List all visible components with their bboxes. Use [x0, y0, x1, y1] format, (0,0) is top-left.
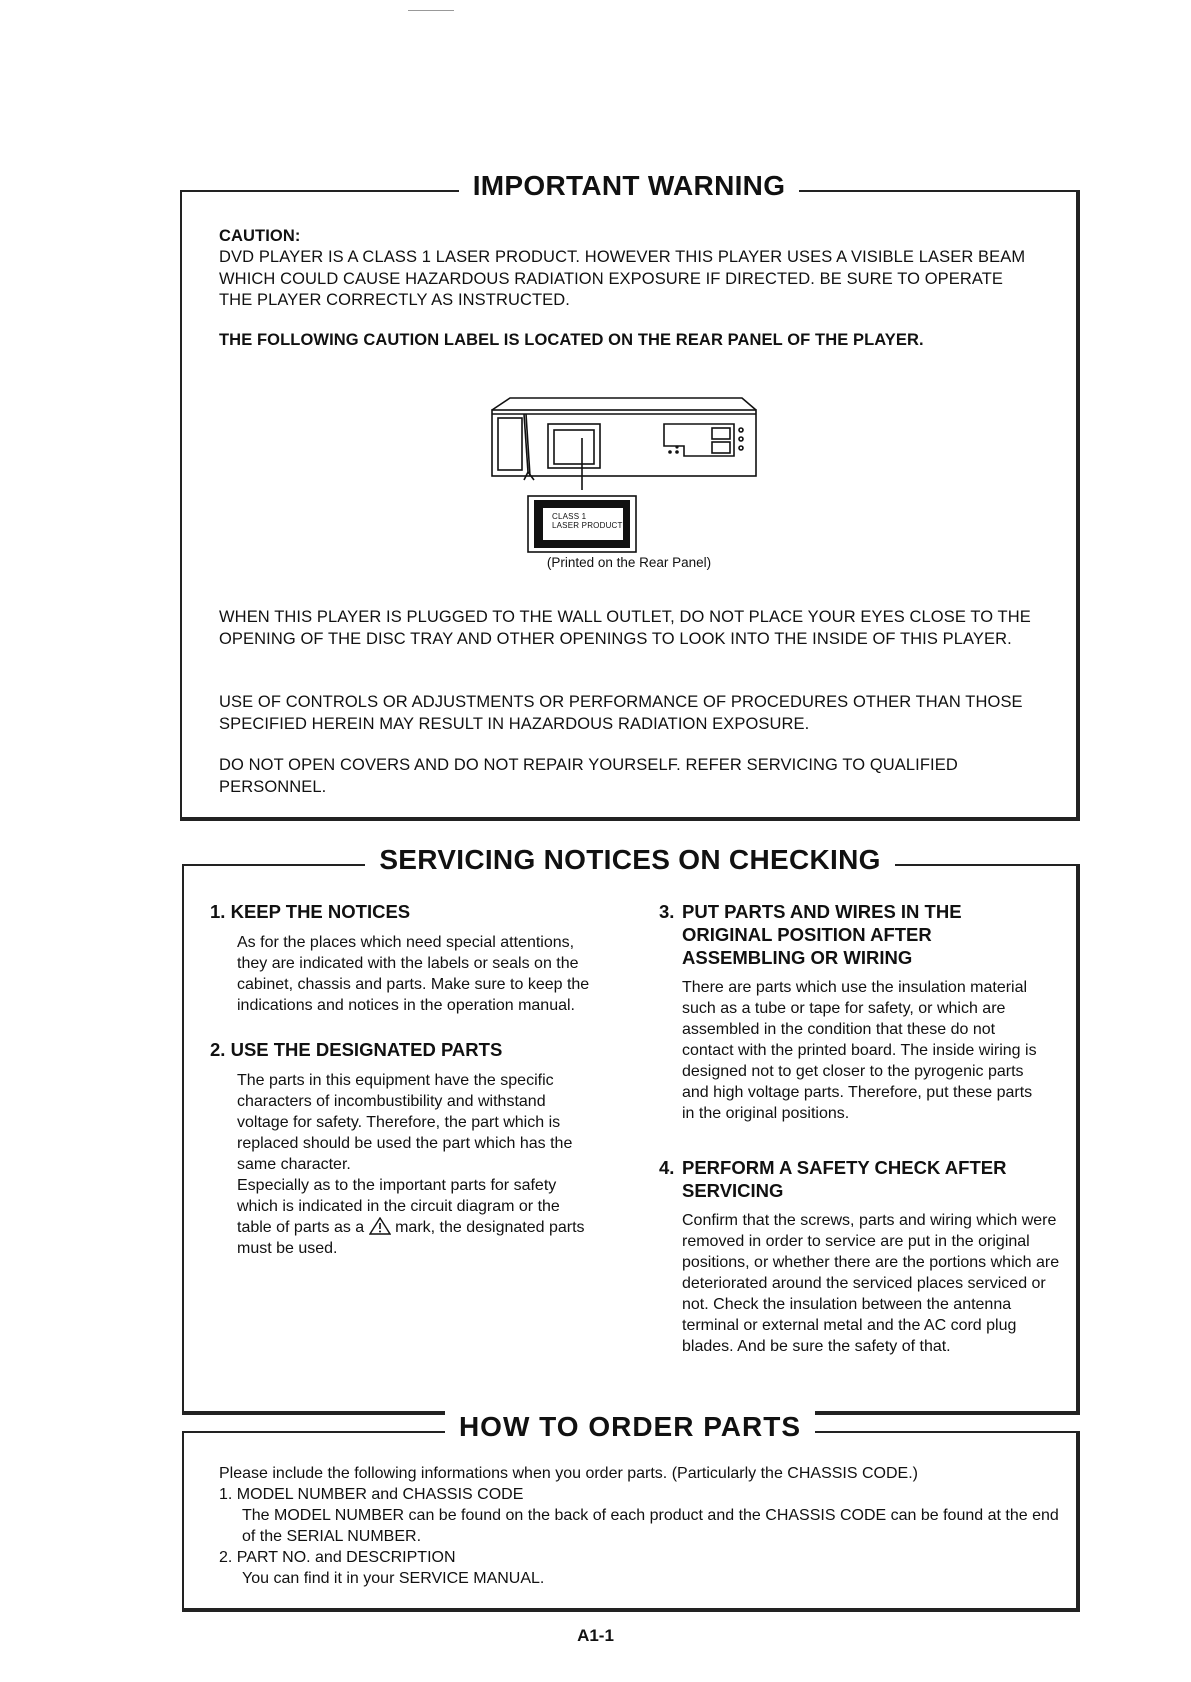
order-item-1-label: 1. MODEL NUMBER and CHASSIS CODE — [219, 1486, 524, 1503]
notice-item-2 — [210, 1038, 590, 1259]
laser-label-line2: LASER PRODUCT — [552, 521, 623, 530]
notice-item-3 — [659, 900, 1069, 1124]
label-caption: (Printed on the Rear Panel) — [546, 555, 712, 570]
label-location-note: THE FOLLOWING CAUTION LABEL IS LOCATED ON THE REAR PANEL OF THE PLAYER. — [219, 331, 924, 349]
page-number: A1-1 — [577, 1626, 614, 1645]
warning-paragraph-covers: DO NOT OPEN COVERS AND DO NOT REPAIR YOURSELF. REFER SERVICING TO QUALIFIED PERSONNEL. — [219, 756, 958, 796]
warning-title-wrap — [182, 170, 1076, 202]
notice-body-1: As for the places which need special attentions, they are indicated with the labels or seals on the cabinet, chassis and parts. Make sure to keep the indications and notices in the operation manual. — [237, 934, 590, 1014]
order-item-1-text: The MODEL NUMBER can be found on the back of each product and the CHASSIS CODE can be found at the end of the SERIAL NUMBER. — [242, 1507, 1059, 1545]
notice-body-2b: Especially as to the important parts for safety which is indicated in the circuit diagram or the table of parts as a mark, the designated parts must be used. — [237, 1177, 585, 1257]
order-content — [219, 1463, 1059, 1589]
warning-triangle-icon — [369, 1217, 391, 1235]
laser-label-line1: CLASS 1 — [552, 512, 587, 521]
notice-body-4: Confirm that the screws, parts and wiring which were removed in order to service are put in the original positions, or whether there are the portions which are deteriorated around the serviced places serviced or not. Check the insulation between the antenna terminal or external metal and the AC cord plug blades. And be sure the safety of that. — [682, 1212, 1060, 1355]
servicing-notices-box — [182, 844, 1080, 1415]
notice-heading-3: PUT PARTS AND WIRES IN THE ORIGINAL POSITION AFTER ASSEMBLING OR WIRING — [682, 901, 962, 968]
scan-mark — [408, 10, 454, 11]
servicing-title: SERVICING NOTICES ON CHECKING — [365, 844, 894, 875]
notice-body-2: The parts in this equipment have the specific characters of incombustibility and withstand voltage for safety. Therefore, the part which is replaced should be used the part which has the same character. — [237, 1072, 573, 1173]
notice-heading-2: 2. USE THE DESIGNATED PARTS — [210, 1039, 503, 1060]
important-warning-box — [180, 170, 1080, 821]
notice-heading-4: PERFORM A SAFETY CHECK AFTER SERVICING — [682, 1157, 1007, 1201]
caution-heading: CAUTION: — [219, 227, 301, 245]
order-parts-box — [182, 1411, 1080, 1612]
warning-paragraph-controls: USE OF CONTROLS OR ADJUSTMENTS OR PERFORMANCE OF PROCEDURES OTHER THAN THOSE SPECIFIED HEREIN MAY RESULT IN HAZARDOUS RADIATION EXPOSURE. — [219, 693, 1023, 733]
warning-paragraph-eyes: WHEN THIS PLAYER IS PLUGGED TO THE WALL OUTLET, DO NOT PLACE YOUR EYES CLOSE TO THE OPENING OF THE DISC TRAY AND OTHER OPENINGS TO LOOK INTO THE INSIDE OF THIS PLAYER. — [219, 608, 1031, 648]
notice-num-3: 3. — [659, 901, 675, 922]
notice-body-3: There are parts which use the insulation material such as a tube or tape for safety, or which are assembled in the condition that these do not contact with the printed board. The inside wiring is designed not to get closer to the pyrogenic parts and high voltage parts. Therefore, put these parts in the original positions. — [682, 979, 1037, 1122]
notice-item-4 — [659, 1156, 1069, 1357]
order-item-2-text: You can find it in your SERVICE MANUAL. — [242, 1570, 545, 1587]
order-title-wrap — [184, 1411, 1076, 1443]
laser-label-text — [552, 512, 623, 530]
dvd-player-rear-diagram — [488, 384, 758, 554]
notice-item-1 — [210, 900, 590, 1016]
caution-text: DVD PLAYER IS A CLASS 1 LASER PRODUCT. HOWEVER THIS PLAYER USES A VISIBLE LASER BEAM WHICH COULD CAUSE HAZARDOUS RADIATION EXPOSURE IF DIRECTED. BE SURE TO OPERATE THE PLAYER CORRECTLY AS INSTRUCTED. — [219, 248, 1026, 309]
servicing-title-wrap — [184, 844, 1076, 876]
notice-num-4: 4. — [659, 1157, 675, 1178]
notice-heading-1: 1. KEEP THE NOTICES — [210, 901, 411, 922]
order-item-2-label: 2. PART NO. and DESCRIPTION — [219, 1549, 456, 1566]
warning-title: IMPORTANT WARNING — [459, 170, 800, 201]
order-intro: Please include the following informations when you order parts. (Particularly the CHASSIS CODE.) — [219, 1465, 918, 1482]
order-title: HOW TO ORDER PARTS — [445, 1411, 815, 1442]
